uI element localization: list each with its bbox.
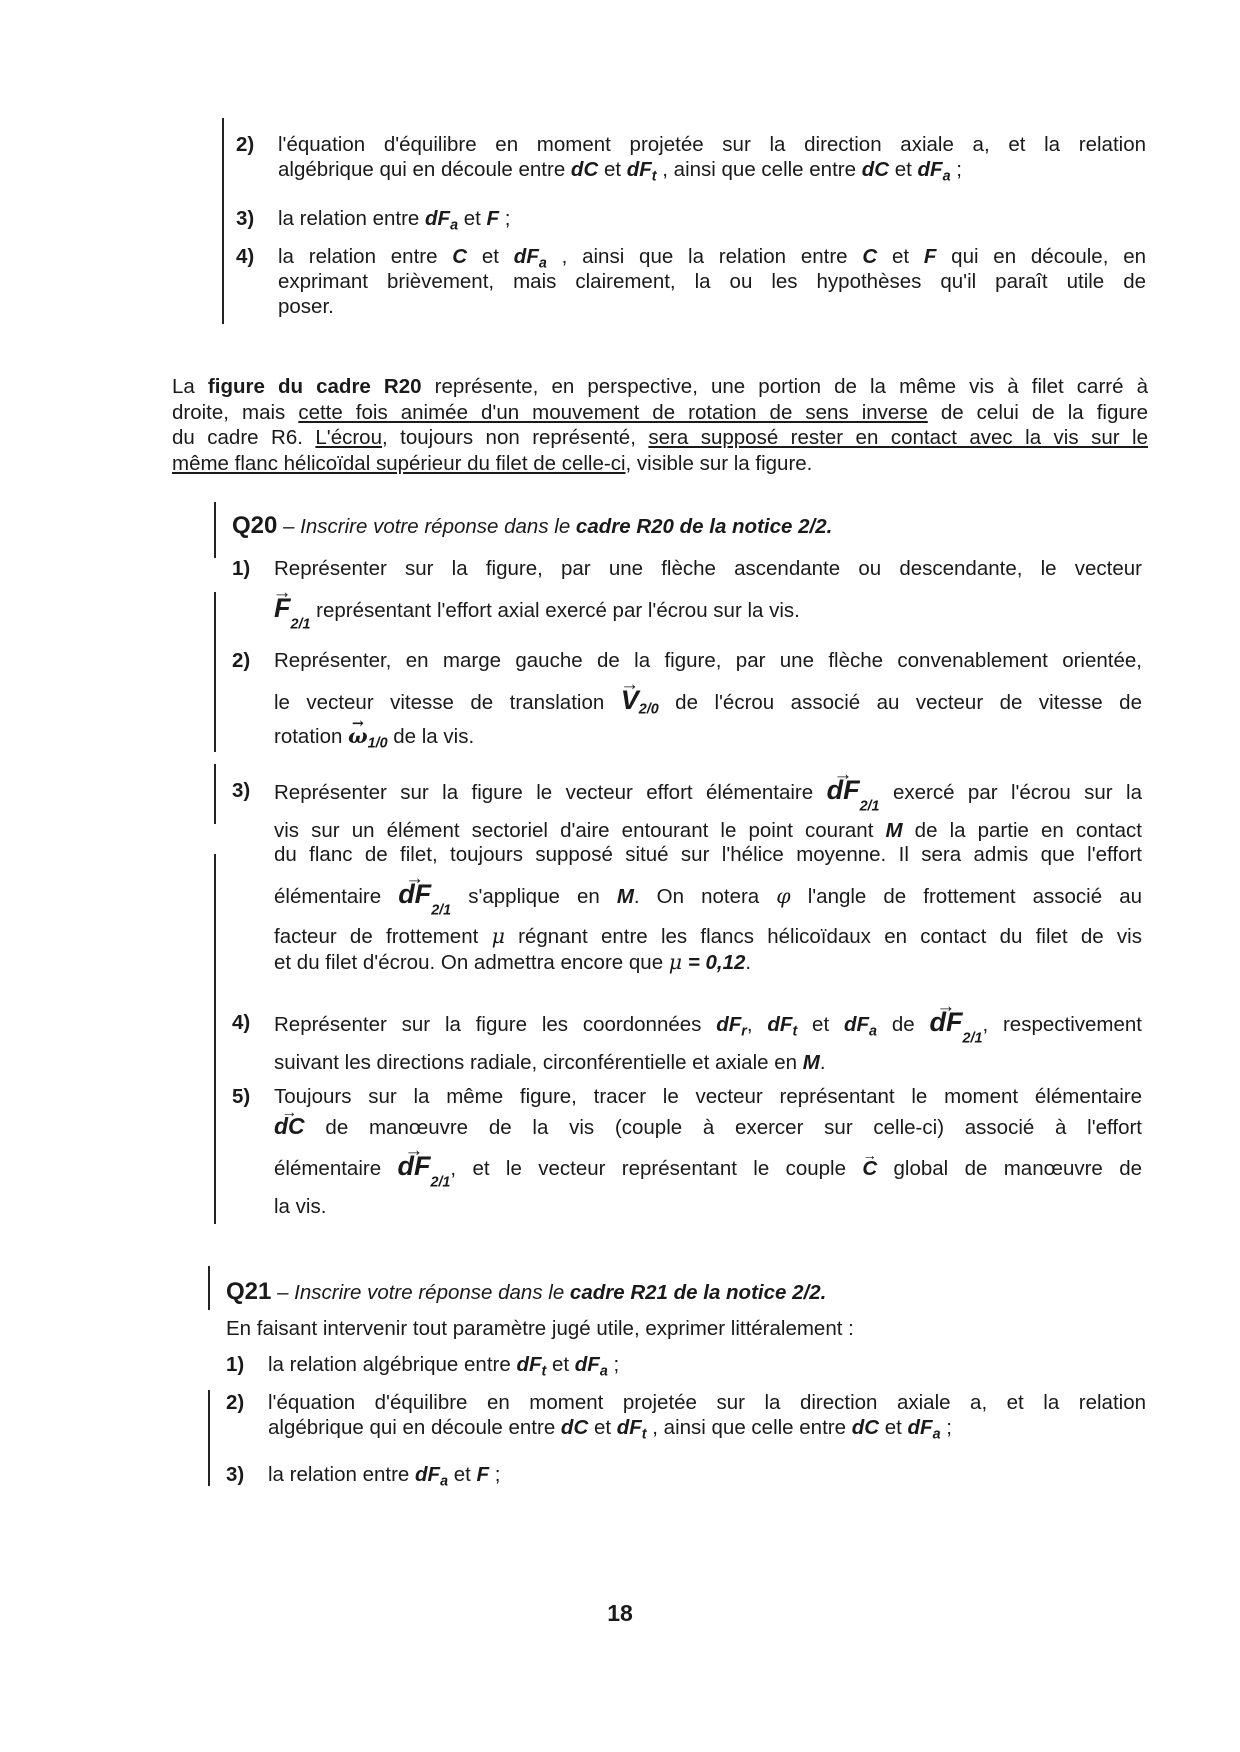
left-margin-bar	[214, 854, 216, 1224]
left-margin-bar	[214, 764, 216, 824]
item-text-line: vis sur un élément sectoriel d'aire entourant le point courant M de la partie en contact	[274, 819, 1143, 842]
top-list	[222, 118, 1152, 330]
item-text-line: facteur de frottement μ régnant entre les flancs hélicoïdaux en contact du filet de vis	[274, 924, 1142, 948]
item-number: 2)	[226, 1391, 245, 1414]
item-text-line: Toujours sur la même figure, tracer le vecteur représentant le moment élémentaire	[274, 1085, 1142, 1108]
question-q21	[208, 1266, 1154, 1506]
item-number: 1)	[232, 557, 251, 580]
item-number: 5)	[232, 1085, 251, 1108]
paragraph-line: du cadre R6. L'écrou, toujours non représenté, sera supposé rester en contact avec la vis sur le	[172, 426, 1148, 449]
left-margin-bar	[214, 592, 216, 752]
item-text-line: Représenter sur la figure les coordonnées $dF_r$, $dF_t$ et $dF_a$ de → $dF_{2/1}$, respectivement	[274, 1010, 1142, 1052]
item-text-line: la vis.	[274, 1195, 327, 1218]
item-number: 4)	[236, 245, 255, 268]
item-text-line: exprimant brièvement, mais clairement, la ou les hypothèses qu'il paraît utile de	[278, 270, 1146, 293]
item-text-line: le vecteur vitesse de translation → $V_{2/0}$ de l'écrou associé au vecteur de vitesse de	[274, 688, 1142, 723]
q21-heading: Q21 – Inscrire votre réponse dans le cadre R21 de la notice 2/2.	[226, 1278, 827, 1305]
item-text-line: l'équation d'équilibre en moment projetée sur la direction axiale a, et la relation	[268, 1391, 1146, 1414]
item-text-line: Représenter sur la figure le vecteur effort élémentaire → $dF_{2/1}$ exercé par l'écrou sur la	[274, 778, 1142, 820]
item-text-line: algébrique qui en découle entre dC et $dF_t$ , ainsi que celle entre dC et $dF_a$ ;	[268, 1416, 952, 1443]
item-text-line: suivant les directions radiale, circonférentielle et axiale en M.	[274, 1051, 826, 1074]
question-q20	[214, 502, 1154, 1242]
question-number: Q21	[226, 1278, 272, 1305]
paragraph-line: même flanc hélicoïdal supérieur du filet de celle-ci, visible sur la figure.	[172, 451, 813, 475]
item-number: 3)	[232, 779, 251, 802]
paragraph-line: La figure du cadre R20 représente, en perspective, une portion de la même vis à filet carré à	[172, 375, 1149, 398]
left-margin-bar	[208, 1266, 210, 1310]
item-text-line: → $F_{2/1}$ représentant l'effort axial exercé par l'écrou sur la vis.	[274, 596, 1142, 638]
left-margin-bar	[208, 1390, 210, 1486]
item-number: 3)	[226, 1463, 245, 1486]
left-margin-bar	[222, 118, 224, 324]
item-number: 3)	[236, 207, 255, 230]
q21-intro: En faisant intervenir tout paramètre jugé utile, exprimer littéralement :	[226, 1317, 854, 1340]
item-text-line: la relation entre $dF_a$ et F ;	[268, 1463, 501, 1490]
item-number: 4)	[232, 1011, 251, 1034]
item-number: 2)	[232, 649, 251, 672]
item-text-line: la relation entre $dF_a$ et F ;	[278, 207, 511, 234]
item-text-line: élémentaire → $dF_{2/1}$ s'applique en M. On notera φ l'angle de frottement associé au	[274, 882, 1142, 924]
item-text-line: du flanc de filet, toujours supposé situé sur l'hélice moyenne. Il sera admis que l'effort	[274, 843, 1142, 866]
item-number: 1)	[226, 1353, 245, 1376]
item-text-line: poser.	[278, 295, 334, 318]
item-text-line: algébrique qui en découle entre dC et $dF_t$ , ainsi que celle entre dC et $dF_a$ ;	[278, 158, 962, 185]
item-text-line: Représenter, en marge gauche de la figure, par une flèche convenablement orientée,	[274, 649, 1142, 672]
item-text-line: élémentaire → $dF_{2/1}$, et le vecteur représentant le couple → C global de manœuvre de	[274, 1154, 1142, 1196]
paragraph-line: droite, mais cette fois animée d'un mouvement de rotation de sens inverse de celui de la figure	[172, 400, 1148, 424]
left-margin-bar	[214, 502, 216, 558]
item-text-line: Représenter sur la figure, par une flèche ascendante ou descendante, le vecteur	[274, 557, 1142, 580]
item-text-line: l'équation d'équilibre en moment projetée sur la direction axiale a, et la relation	[278, 133, 1146, 156]
item-number: 2)	[236, 133, 255, 156]
question-number: Q20	[232, 512, 278, 539]
q20-heading: Q20 – Inscrire votre réponse dans le cadre R20 de la notice 2/2.	[232, 512, 833, 539]
item-text-line: la relation entre C et $dF_a$ , ainsi que la relation entre C et F qui en découle, en	[278, 245, 1146, 272]
item-text-line: et du filet d'écrou. On admettra encore que μ = 0,12.	[274, 950, 752, 974]
page-number: 18	[607, 1600, 633, 1626]
item-text-line: la relation algébrique entre $dF_t$ et $dF_a$ ;	[268, 1353, 620, 1380]
item-text-line: → dC de manœuvre de la vis (couple à exercer sur celle-ci) associé à l'effort	[274, 1114, 1142, 1141]
figure-description-paragraph	[172, 374, 1148, 476]
item-text-line: rotation → $\omega_{1/0}$ de la vis.	[274, 724, 1142, 757]
